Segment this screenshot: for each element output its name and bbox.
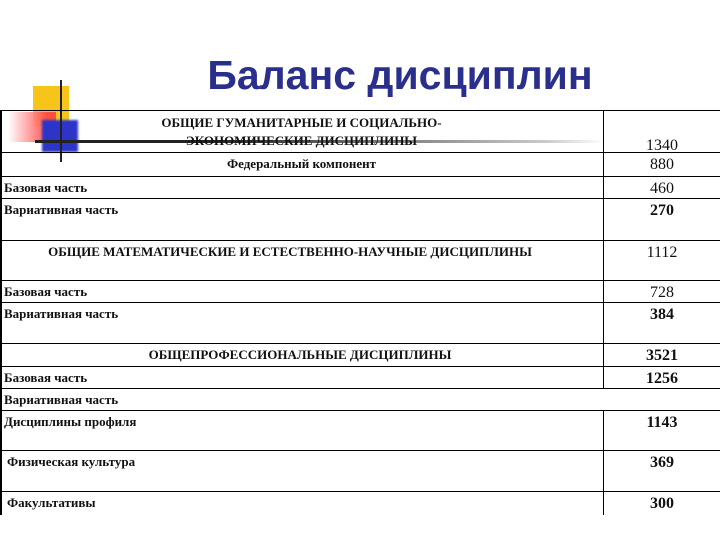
- table-row: [0, 491, 720, 515]
- row-label: Базовая часть: [4, 180, 88, 195]
- table-row: [0, 450, 720, 491]
- row-label: Вариативная часть: [4, 306, 119, 321]
- row-value: 384: [603, 303, 720, 343]
- table-row: [0, 366, 720, 388]
- row-label: Дисциплины профиля: [4, 414, 137, 429]
- table-row: [0, 240, 720, 280]
- row-value: 1340: [603, 111, 720, 152]
- row-value: 1256: [603, 367, 720, 388]
- row-value: 728: [603, 281, 720, 302]
- table-row: [0, 280, 720, 302]
- row-value: [603, 389, 720, 410]
- table-row: [0, 110, 720, 152]
- row-value: 270: [603, 199, 720, 240]
- row-value: 369: [603, 451, 720, 491]
- table-row: [0, 343, 720, 366]
- table-row: [0, 176, 720, 198]
- table-left-border: [0, 110, 2, 515]
- table-row: [0, 410, 720, 450]
- table-row: [0, 388, 720, 410]
- row-value: 1112: [603, 241, 720, 280]
- row-value: 460: [603, 177, 720, 198]
- table-row: [0, 198, 720, 240]
- row-value: 3521: [603, 344, 720, 366]
- row-value: 300: [603, 492, 720, 515]
- row-value: 1143: [603, 411, 720, 450]
- row-label: ОБЩИЕ ГУМАНИТАРНЫЕ И СОЦИАЛЬНО-: [161, 115, 442, 130]
- row-label: Факультативы: [7, 495, 96, 510]
- table-row: [0, 302, 720, 343]
- row-label: Базовая часть: [4, 284, 88, 299]
- row-label: Вариативная часть: [4, 202, 119, 217]
- row-label: Вариативная часть: [4, 392, 119, 407]
- row-label: Физическая культура: [7, 454, 136, 469]
- row-label: ОБЩЕПРОФЕССИОНАЛЬНЫЕ ДИСЦИПЛИНЫ: [148, 347, 452, 362]
- page-title: Баланс дисциплин: [207, 52, 593, 98]
- row-label-line2: ЭКОНОМИЧЕСКИЕ ДИСЦИПЛИНЫ: [185, 133, 418, 148]
- row-label: Базовая часть: [4, 370, 88, 385]
- table-row: [0, 152, 720, 176]
- row-label: Федеральный компонент: [226, 156, 377, 171]
- row-label: ОБЩИЕ МАТЕМАТИЧЕСКИЕ И ЕСТЕСТВЕННО-НАУЧНЫЕ ДИСЦИПЛИНЫ: [48, 244, 532, 259]
- row-value: 880: [603, 153, 720, 176]
